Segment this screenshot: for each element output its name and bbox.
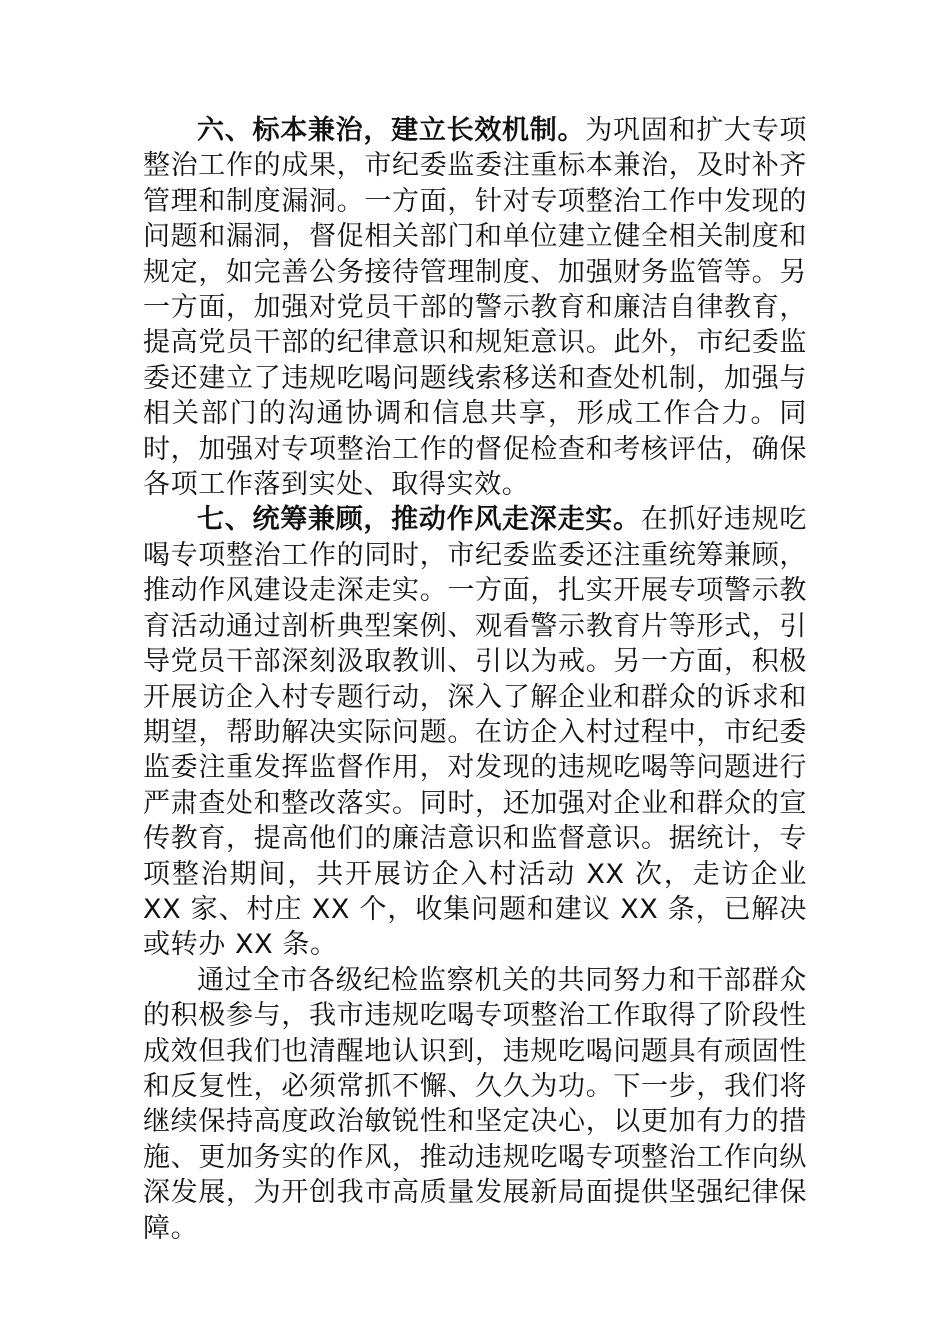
document-body [143, 113, 807, 1246]
paragraph-seven [143, 502, 807, 962]
paragraph-text: 在抓好违规吃喝专项整治工作的同时，市纪委监委还注重统筹兼顾，推动作风建设走深走实。一方面，扎实开展专项警示教育活动通过剖析典型案例、观看警示教育片等形式，引导党员干部深刻汲取教训、引以为戒。另一方面，积极开展访企入村专题行动，深入了解企业和群众的诉求和期望，帮助解决实际问题。在访企入村过程中，市纪委监委注重发挥监督作用，对发现的违规吃喝等问题进行严肃查处和整改落实。同时，还加强对企业和群众的宣传教育，提高他们的廉洁意识和监督意识。据统计，专项整治期间，共开展访企入村活动 XX 次，走访企业 XX 家、村庄 XX 个，收集问题和建议 XX 条，已解决或转办 XX 条。 [143, 504, 807, 961]
paragraph-heading: 七、统筹兼顾，推动作风走深走实。 [197, 504, 641, 536]
paragraph-conclusion [143, 963, 807, 1246]
paragraph-text: 为巩固和扩大专项整治工作的成果，市纪委监委注重标本兼治，及时补齐管理和制度漏洞。一方面，针对专项整治工作中发现的问题和漏洞，督促相关部门和单位建立健全相关制度和规定，如完善公务接待管理制度、加强财务监管等。另一方面，加强对党员干部的警示教育和廉洁自律教育，提高党员干部的纪律意识和规矩意识。此外，市纪委监委还建立了违规吃喝问题线索移送和查处机制，加强与相关部门的沟通协调和信息共享，形成工作合力。同时，加强对专项整治工作的督促检查和考核评估，确保各项工作落到实处、取得实效。 [143, 115, 807, 501]
paragraph-six [143, 113, 807, 502]
paragraph-heading: 六、标本兼治，建立长效机制。 [197, 115, 586, 146]
paragraph-text: 通过全市各级纪检监察机关的共同努力和干部群众的积极参与，我市违规吃喝专项整治工作取得了阶段性成效但我们也清醒地认识到，违规吃喝问题具有顽固性和反复性，必须常抓不懈、久久为功。下一步，我们将继续保持高度政治敏锐性和坚定决心，以更加有力的措施、更加务实的作风，推动违规吃喝专项整治工作向纵深发展，为开创我市高质量发展新局面提供坚强纪律保障。 [143, 964, 807, 1244]
